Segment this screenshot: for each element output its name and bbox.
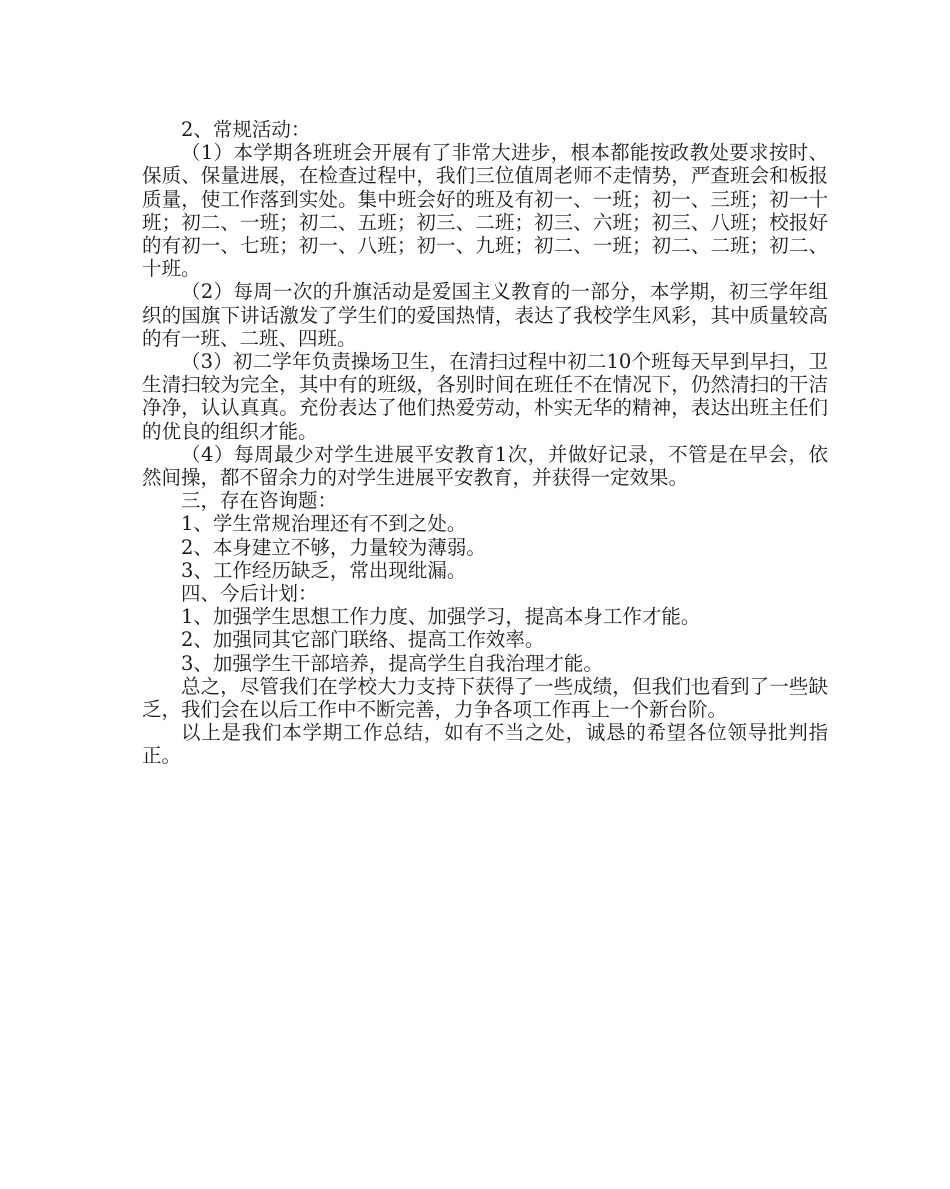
list-item-plan-1: 1、加强学生思想工作力度、加强学习，提高本身工作才能。 (181, 605, 701, 629)
list-item-plan-3: 3、加强学生干部培养，提高学生自我治理才能。 (181, 651, 603, 675)
paragraph-closing: 以上是我们本学期工作总结，如有不当之处，诚恳的希望各位领导批判指正。 (142, 721, 828, 768)
list-item-problem-3: 3、工作经历缺乏，常出现纰漏。 (181, 558, 467, 582)
paragraph-class-meetings: （1）本学期各班班会开展有了非常大进步，根本都能按政教处要求按时、保质、保量进展，在检查过程中，我们三位值周老师不走情势，严查班会和板报质量，使工作落到实处。集中班会好的班及有初一、一班；初一、三班；初一十班；初二、一班；初二、五班；初三、二班；初三、六班；初三、八班；校报好的有初一、七班；初一、八班；初一、九班；初二、一班；初二、二班；初二、十班。 (142, 141, 828, 281)
paragraph-safety-education: （4）每周最少对学生进展平安教育1次，并做好记录，不管是在早会，依然间操，都不留余力的对学生进展平安教育，并获得一定效果。 (142, 442, 828, 490)
paragraph-flag-raising: （2）每周一次的升旗活动是爱国主义教育的一部分，本学期，初三学年组织的国旗下讲话激发了学生们的爱国热情，表达了我校学生风彩，其中质量较高的有一班、二班、四班。 (142, 280, 828, 350)
section-heading-existing-problems: 三，存在咨询题： (181, 489, 338, 513)
section-heading-routine-activities: 2、常规活动： (181, 118, 311, 141)
paragraph-playground-hygiene: （3）初二学年负责操场卫生，在清扫过程中初二10个班每天早到早扫，卫生清扫较为完全，其中有的班级，各别时间在班任不在情况下，仍然清扫的干洁净净，认认真真。充份表达了他们热爱劳动，朴实无华的精神，表达出班主任们的优良的组织才能。 (142, 350, 828, 443)
list-item-plan-2: 2、加强同其它部门联络、提高工作效率。 (181, 628, 545, 652)
section-heading-future-plans: 四、今后计划： (181, 582, 318, 606)
list-item-problem-2: 2、本身建立不够，力量较为薄弱。 (181, 535, 486, 559)
paragraph-summary: 总之，尽管我们在学校大力支持下获得了一些成绩，但我们也看到了一些缺乏，我们会在以后工作中不断完善，力争各项工作再上一个新台阶。 (142, 674, 828, 722)
document-body (142, 118, 828, 768)
list-item-problem-1: 1、学生常规治理还有不到之处。 (181, 512, 467, 536)
